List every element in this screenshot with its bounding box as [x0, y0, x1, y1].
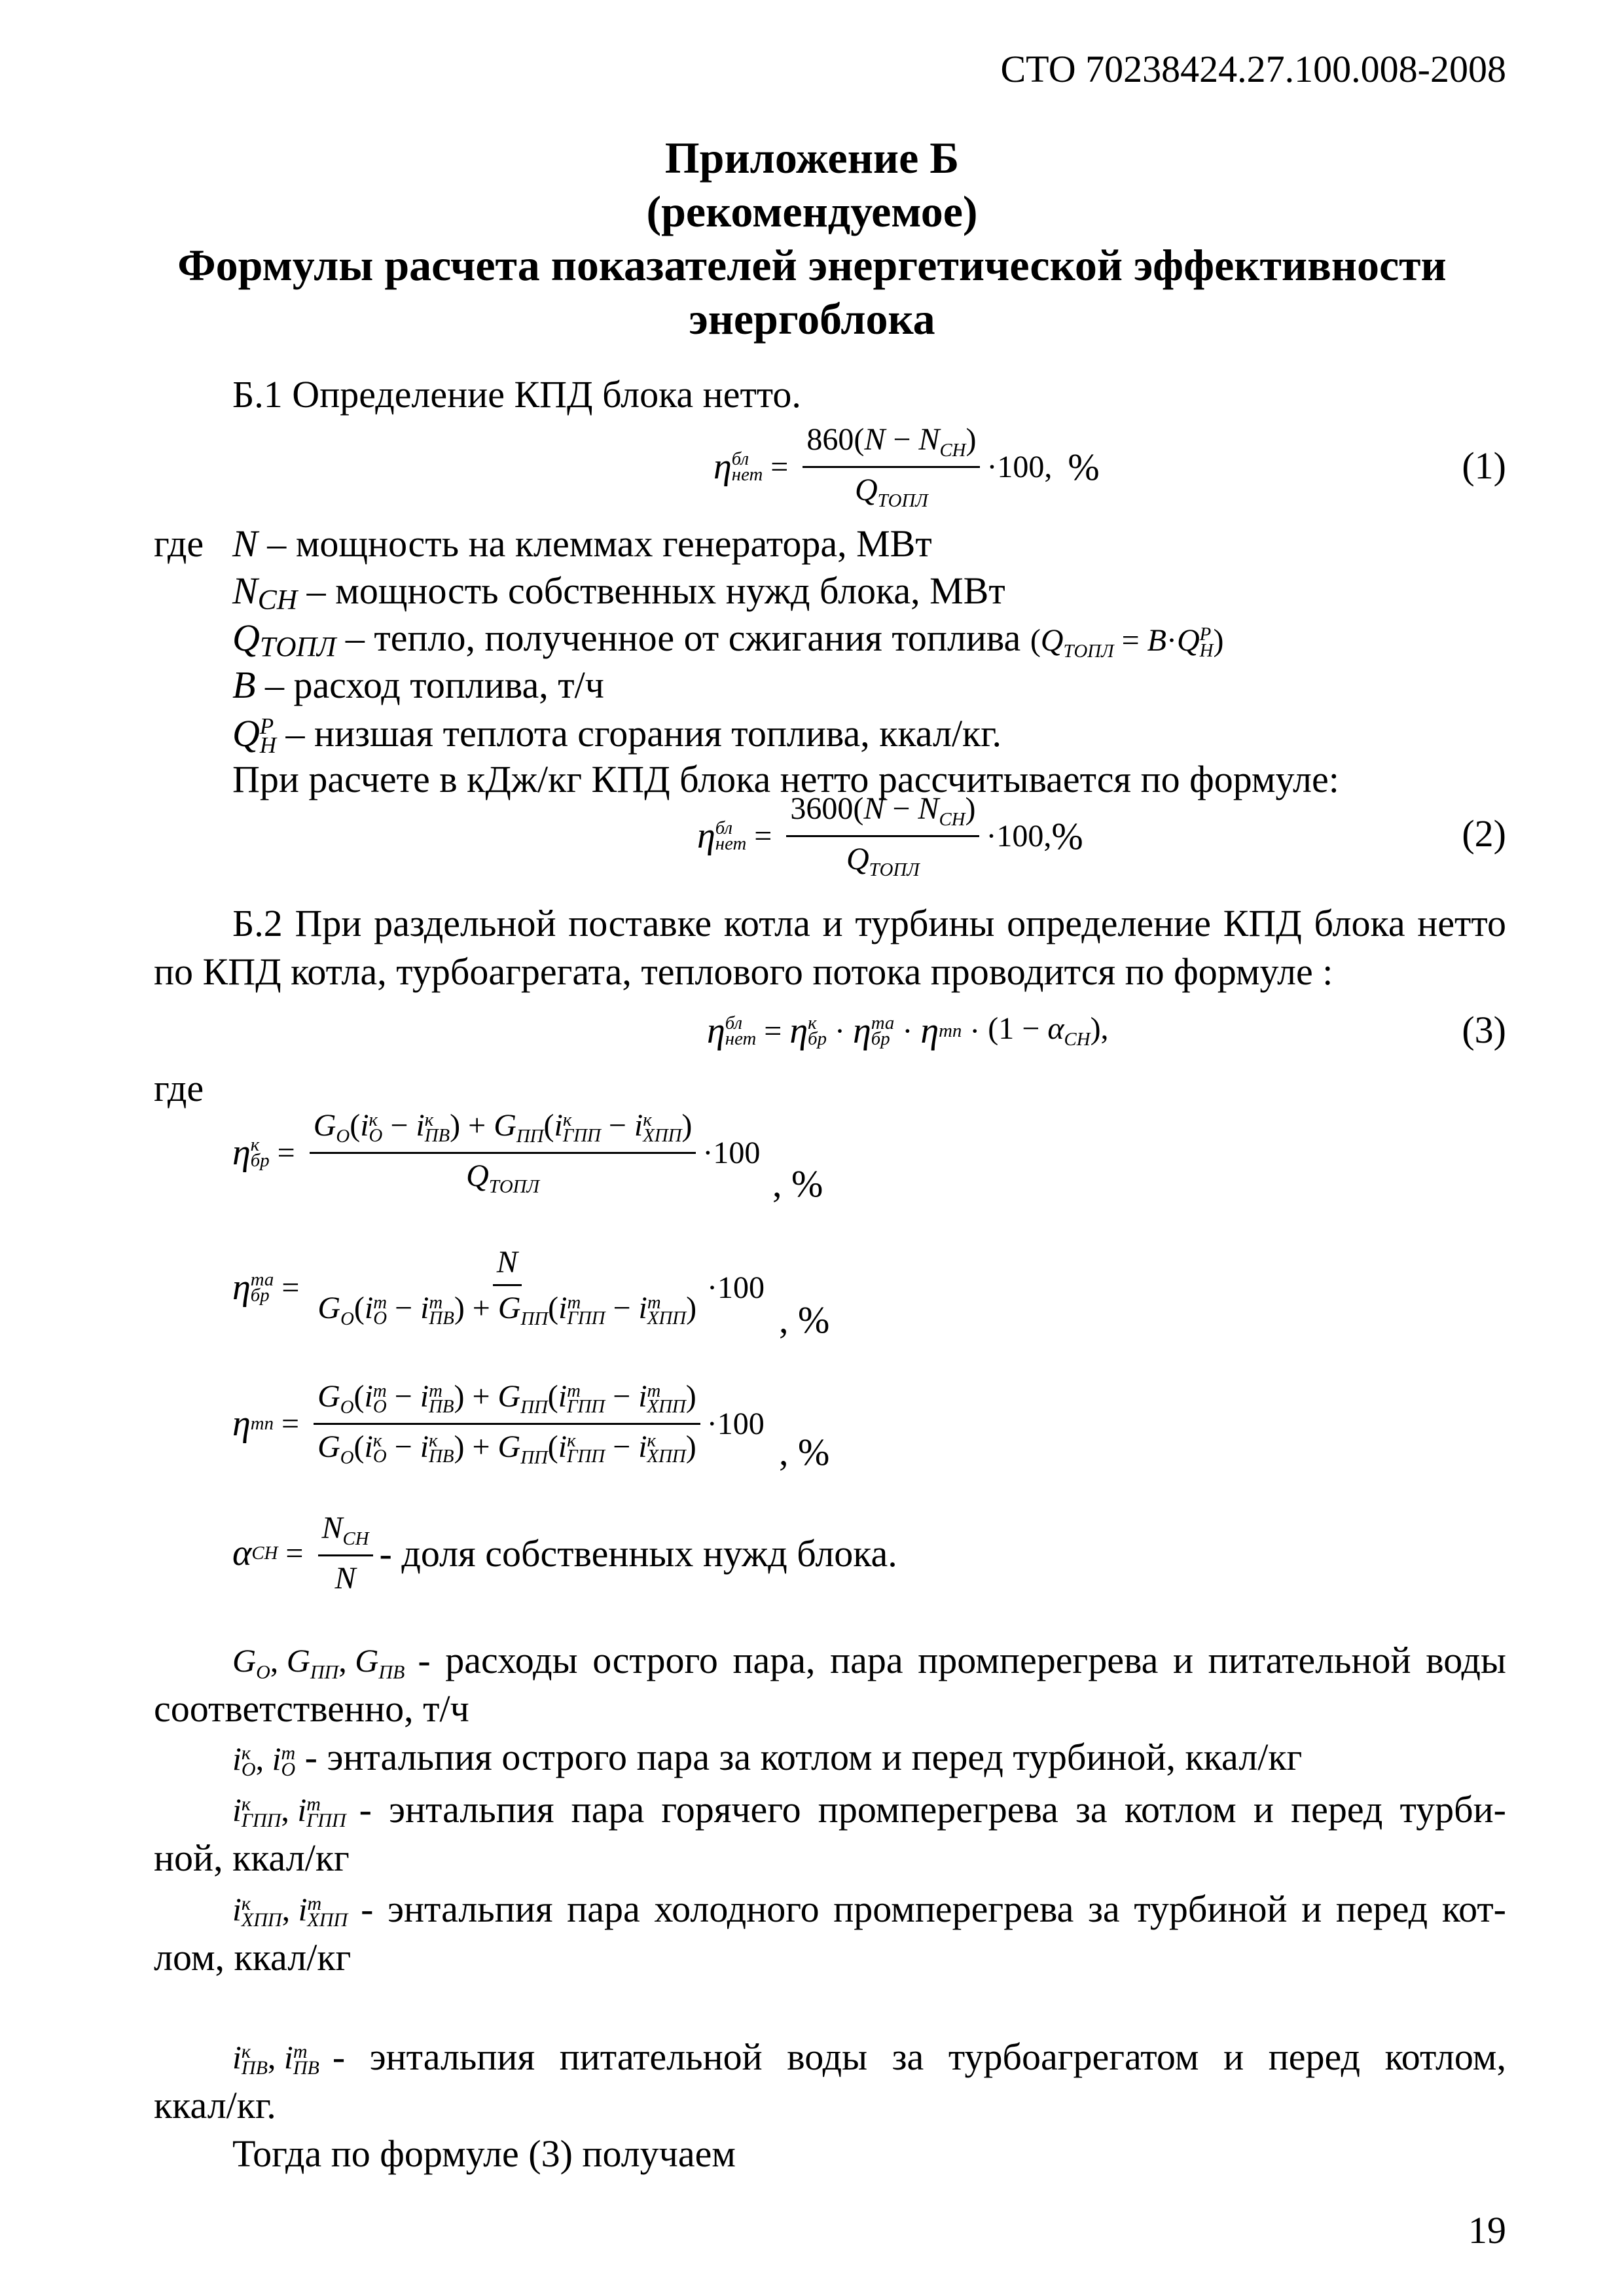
- formula-eta-boiler: η к бр = $G_O(i$ к O − i к ПВ ) + $G_{ПП}(i$ к ГПП − i к ХПП ) $Q_{ТОПЛ}$ · 100: [232, 1108, 761, 1197]
- formula-eta-heat-flow: η тп = $G_O(i$ т O − i т ПВ ) + $G_{ПП}(i$ т ГПП − i т ХПП ) $G_O(i$ к O − i к ПВ ) + $G_{ПП}(i$ к ГПП − i к ХПП ) · 100: [232, 1379, 765, 1468]
- def-n: N – мощность на клеммах генератора, МВт: [232, 522, 932, 565]
- g-desc-line2: соответственно, т/ч: [154, 1687, 469, 1730]
- i-gpp-desc-line2: ной, ккал/кг: [154, 1837, 350, 1879]
- def-nch: NCH – мощность собственных нужд блока, МВт: [232, 569, 1005, 616]
- appendix-heading-cont: энергоблока: [689, 294, 935, 344]
- formula-2: η бл нет = $\frac{3600(N - N_{CH})}{Q_{ТОПЛ}}$ · 100 , %: [697, 791, 1083, 880]
- i-hpp-desc-line1: i к ХПП , i т ХПП - энтальпия пара холодного промперегрева за турбиной и перед кот-: [232, 1888, 1506, 1931]
- kj-note: При расчете в кДж/кг КПД блока нетто рассчитывается по формуле:: [232, 758, 1339, 800]
- appendix-subtitle: (рекомендуемое): [646, 187, 978, 236]
- formula-eta-turbine-unit: , %: [779, 1299, 830, 1341]
- g-desc-line1: $G_O$, $G_{ПП}$, $G_{ПВ}$ - расходы острого пара, пара промперегрева и питательной воды: [232, 1639, 1506, 1683]
- formula-eta-boiler-unit: , %: [772, 1162, 823, 1205]
- formula-2-number: (2): [1462, 812, 1506, 855]
- page-number: 19: [1468, 2209, 1506, 2251]
- i-hpp-desc-line2: лом, ккал/кг: [154, 1936, 352, 1979]
- formula-3-number: (3): [1462, 1009, 1506, 1051]
- formula-3: η бл нет = η к бр · η та бр · η тп · $(1 - \alpha_{CH})$,: [707, 1011, 1109, 1051]
- i-o-desc: i к O , i т O - энтальпия острого пара за котлом и перед турбиной, ккал/кг: [232, 1736, 1303, 1780]
- def-qtopl: QТОПЛ – тепло, полученное от сжигания топлива ($Q_{ТОПЛ} = B\cdot Q$ P H ): [232, 617, 1224, 663]
- formula-1: η бл нет = $\frac{860(N - N_{CH})}{Q_{ТОПЛ}}$ · 100 , %: [713, 422, 1100, 511]
- def-qhp: Q P H – низшая теплота сгорания топлива, ккал/кг.: [232, 712, 1001, 759]
- i-gpp-desc-line1: i к ГПП , i т ГПП - энтальпия пара горячего промперегрева за котлом и перед турби-: [232, 1788, 1506, 1831]
- appendix-heading: Формулы расчета показателей энергетической эффективности: [177, 240, 1447, 290]
- def-b: B – расход топлива, т/ч: [232, 664, 604, 706]
- final-line: Тогда по формуле (3) получаем: [232, 2132, 736, 2175]
- section-b1-heading: Б.1 Определение КПД блока нетто.: [232, 373, 801, 416]
- where-label: где: [154, 522, 204, 565]
- section-b2-line2: по КПД котла, турбоагрегата, теплового потока проводится по формуле :: [154, 950, 1333, 993]
- section-b2-line1: Б.2 При раздельной поставке котла и турбины определение КПД блока нетто: [232, 902, 1506, 944]
- where-label-2: где: [154, 1067, 204, 1109]
- appendix-title: Приложение Б: [664, 133, 960, 183]
- formula-eta-heat-flow-unit: , %: [779, 1431, 830, 1473]
- formula-1-number: (1): [1462, 444, 1506, 487]
- i-pv-desc-line2: ккал/кг.: [154, 2084, 276, 2126]
- formula-eta-turbine: η та бр = N $G_O(i$ т O − i т ПВ ) + $G_{ПП}(i$ т ГПП − i т ХПП ) · 100: [232, 1245, 765, 1330]
- formula-alpha: α CH = $\frac{N_{CH}}{N}$ - доля собственных нужд блока.: [232, 1511, 897, 1596]
- document-id: СТО 70238424.27.100.008-2008: [1000, 48, 1506, 90]
- i-pv-desc-line1: i к ПВ , i т ПВ - энтальпия питательной воды за турбоагрегатом и перед котлом,: [232, 2036, 1506, 2079]
